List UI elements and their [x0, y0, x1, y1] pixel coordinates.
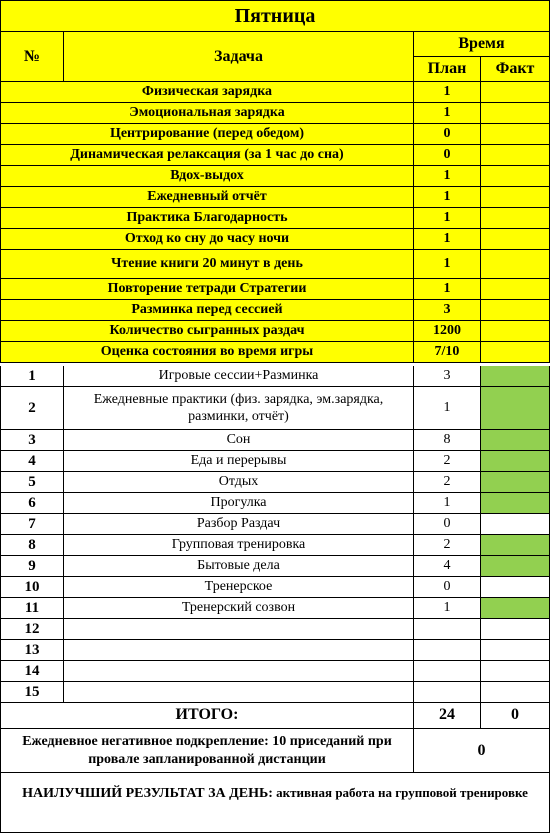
task-plan: 1	[414, 598, 481, 619]
task-plan: 1	[414, 387, 481, 430]
task-plan: 2	[414, 451, 481, 472]
best-result-cell	[0, 773, 550, 833]
summary-row	[0, 229, 550, 250]
summary-plan: 1	[414, 82, 481, 103]
summary-plan: 7/10	[414, 342, 481, 363]
task-row	[0, 430, 550, 451]
task-number: 10	[0, 577, 64, 598]
task-row	[0, 577, 550, 598]
task-number: 14	[0, 661, 64, 682]
summary-row	[0, 145, 550, 166]
task-fact	[481, 387, 550, 430]
task-number: 15	[0, 682, 64, 703]
task-name: Игровые сессии+Разминка	[64, 366, 414, 387]
task-row	[0, 619, 550, 640]
summary-fact	[481, 103, 550, 124]
best-result-row	[0, 773, 550, 833]
summary-row	[0, 321, 550, 342]
task-row	[0, 640, 550, 661]
task-name	[64, 661, 414, 682]
task-plan: 0	[414, 577, 481, 598]
task-fact	[481, 640, 550, 661]
day-title: Пятница	[0, 0, 550, 32]
task-fact	[481, 514, 550, 535]
task-fact	[481, 682, 550, 703]
summary-row	[0, 250, 550, 279]
summary-fact	[481, 166, 550, 187]
task-row	[0, 387, 550, 430]
header-row	[0, 32, 550, 82]
task-number: 13	[0, 640, 64, 661]
task-row	[0, 493, 550, 514]
summary-task: Ежедневный отчёт	[0, 187, 414, 208]
task-number: 5	[0, 472, 64, 493]
task-plan	[414, 661, 481, 682]
summary-fact	[481, 187, 550, 208]
task-name: Тренерский созвон	[64, 598, 414, 619]
task-number: 8	[0, 535, 64, 556]
summary-plan: 1	[414, 187, 481, 208]
summary-task: Количество сыгранных раздач	[0, 321, 414, 342]
task-fact	[481, 430, 550, 451]
total-plan: 24	[414, 701, 481, 729]
negative-text: Ежедневное негативное подкрепление: 10 приседаний при провале запланированной дистанции	[0, 729, 414, 773]
task-plan: 0	[414, 514, 481, 535]
task-plan	[414, 619, 481, 640]
header-task: Задача	[64, 32, 414, 82]
negative-reinforcement-row	[0, 729, 550, 773]
summary-row	[0, 279, 550, 300]
summary-row	[0, 82, 550, 103]
header-plan: План	[414, 57, 481, 82]
summary-plan: 1	[414, 279, 481, 300]
summary-fact	[481, 124, 550, 145]
summary-row	[0, 342, 550, 363]
task-name: Отдых	[64, 472, 414, 493]
summary-task: Разминка перед сессией	[0, 300, 414, 321]
header-fact: Факт	[481, 57, 550, 82]
task-name: Бытовые дела	[64, 556, 414, 577]
task-number: 4	[0, 451, 64, 472]
task-name	[64, 640, 414, 661]
task-number: 9	[0, 556, 64, 577]
task-fact	[481, 451, 550, 472]
task-name	[64, 682, 414, 703]
task-name: Еда и перерывы	[64, 451, 414, 472]
summary-plan: 1	[414, 208, 481, 229]
task-plan: 1	[414, 493, 481, 514]
task-row	[0, 472, 550, 493]
summary-row	[0, 166, 550, 187]
summary-row	[0, 124, 550, 145]
summary-fact	[481, 321, 550, 342]
task-fact	[481, 556, 550, 577]
task-number: 6	[0, 493, 64, 514]
summary-task: Физическая зарядка	[0, 82, 414, 103]
task-row	[0, 451, 550, 472]
task-number: 11	[0, 598, 64, 619]
total-label: ИТОГО:	[0, 701, 414, 729]
summary-plan: 3	[414, 300, 481, 321]
summary-task: Чтение книги 20 минут в день	[0, 250, 414, 279]
summary-plan: 0	[414, 124, 481, 145]
task-row	[0, 661, 550, 682]
summary-task: Динамическая релаксация (за 1 час до сна)	[0, 145, 414, 166]
task-number: 3	[0, 430, 64, 451]
task-plan	[414, 682, 481, 703]
task-fact	[481, 598, 550, 619]
task-plan: 3	[414, 366, 481, 387]
summary-fact	[481, 208, 550, 229]
summary-plan: 1	[414, 166, 481, 187]
summary-fact	[481, 250, 550, 279]
task-fact	[481, 493, 550, 514]
task-name: Разбор Раздач	[64, 514, 414, 535]
task-number: 7	[0, 514, 64, 535]
summary-plan: 0	[414, 145, 481, 166]
summary-plan: 1	[414, 250, 481, 279]
task-plan: 2	[414, 472, 481, 493]
task-fact	[481, 619, 550, 640]
header-num: №	[0, 32, 64, 82]
summary-fact	[481, 229, 550, 250]
task-row	[0, 682, 550, 703]
summary-plan: 1200	[414, 321, 481, 342]
summary-row	[0, 103, 550, 124]
best-result-label: НАИЛУЧШИЙ РЕЗУЛЬТАТ ЗА ДЕНЬ:	[22, 786, 273, 801]
summary-plan: 1	[414, 229, 481, 250]
task-name: Тренерское	[64, 577, 414, 598]
task-row	[0, 598, 550, 619]
best-result-text: активная работа на групповой тренировке	[272, 785, 528, 800]
total-fact: 0	[481, 701, 550, 729]
task-fact	[481, 535, 550, 556]
task-row	[0, 556, 550, 577]
summary-plan: 1	[414, 103, 481, 124]
summary-fact	[481, 342, 550, 363]
total-row	[0, 701, 550, 729]
summary-task: Практика Благодарность	[0, 208, 414, 229]
task-name	[64, 619, 414, 640]
summary-fact	[481, 145, 550, 166]
title-row	[0, 0, 550, 32]
task-fact	[481, 472, 550, 493]
summary-task: Оценка состояния во время игры	[0, 342, 414, 363]
task-plan	[414, 640, 481, 661]
task-name: Групповая тренировка	[64, 535, 414, 556]
summary-task: Вдох-выдох	[0, 166, 414, 187]
task-name: Сон	[64, 430, 414, 451]
task-plan: 4	[414, 556, 481, 577]
task-fact	[481, 577, 550, 598]
task-plan: 2	[414, 535, 481, 556]
task-row	[0, 535, 550, 556]
task-number: 12	[0, 619, 64, 640]
task-number: 1	[0, 366, 64, 387]
task-fact	[481, 661, 550, 682]
summary-row	[0, 300, 550, 321]
task-row	[0, 514, 550, 535]
task-fact	[481, 366, 550, 387]
summary-row	[0, 208, 550, 229]
summary-task: Центрирование (перед обедом)	[0, 124, 414, 145]
summary-fact	[481, 279, 550, 300]
task-name: Ежедневные практики (физ. зарядка, эм.зарядка, разминки, отчёт)	[64, 387, 414, 430]
header-time: Время	[414, 32, 550, 57]
summary-task: Эмоциональная зарядка	[0, 103, 414, 124]
task-plan: 8	[414, 430, 481, 451]
summary-fact	[481, 82, 550, 103]
summary-row	[0, 187, 550, 208]
summary-task: Повторение тетради Стратегии	[0, 279, 414, 300]
summary-task: Отход ко сну до часу ночи	[0, 229, 414, 250]
task-row	[0, 366, 550, 387]
summary-fact	[481, 300, 550, 321]
negative-value: 0	[414, 729, 550, 773]
task-number: 2	[0, 387, 64, 430]
task-name: Прогулка	[64, 493, 414, 514]
